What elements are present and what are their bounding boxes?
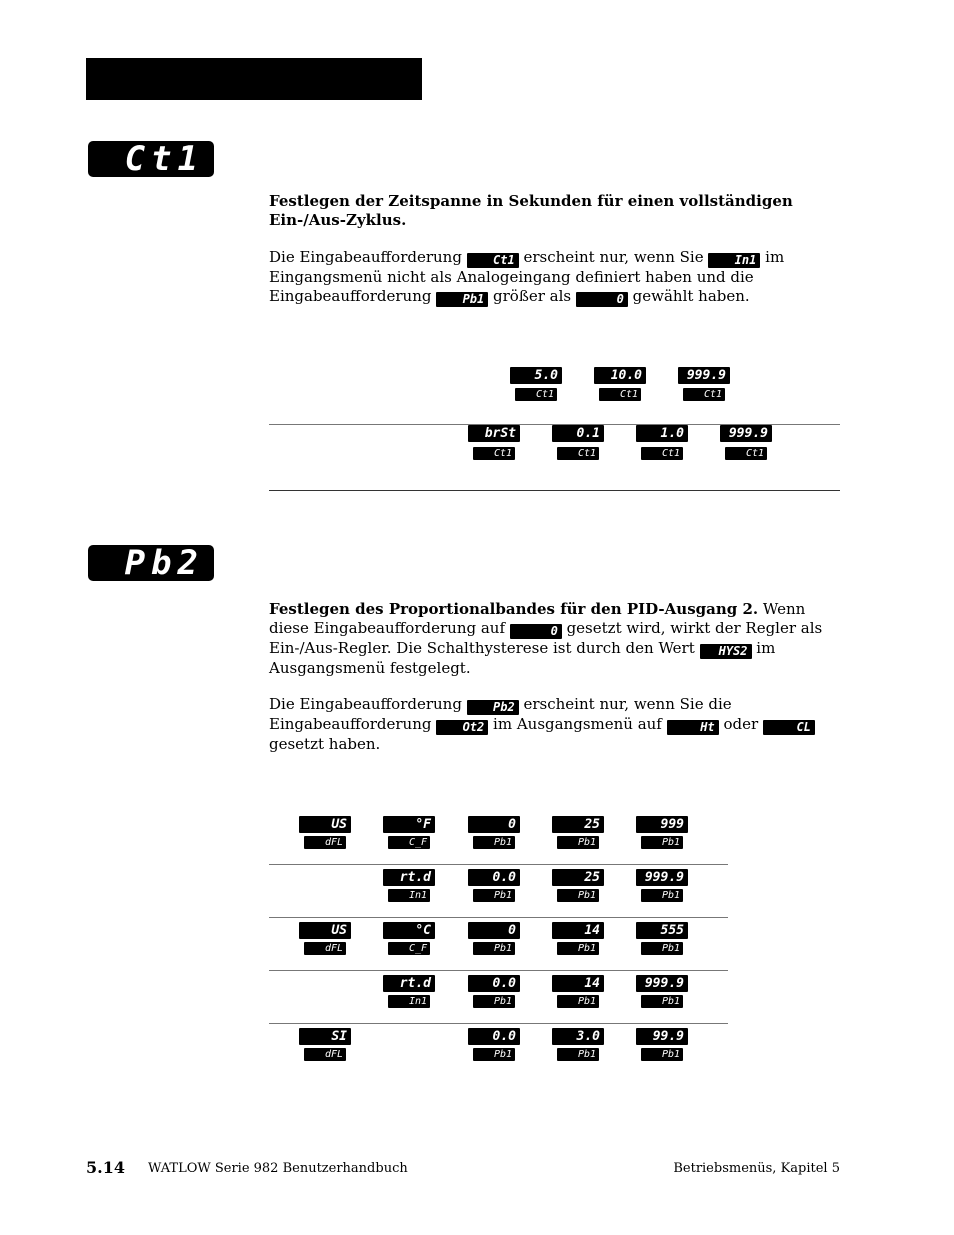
pb2-cell-value: 999.9 [636, 975, 688, 992]
chip-ht: Ht [667, 720, 719, 735]
pb2-cell-value: US [299, 816, 351, 833]
pb2-cell-label: C_F [388, 942, 430, 955]
pb2-cell-label: Pb1 [557, 942, 599, 955]
pb2-cell-value: rt.d [383, 869, 435, 886]
ct1-row2-lbl1: Ct1 [473, 447, 515, 460]
chip-in1: In1 [708, 253, 760, 268]
pb2-cell-value: °C [383, 922, 435, 939]
pb2-cell-value: 0 [468, 922, 520, 939]
ct1-row2-val2: 0.1 [552, 425, 604, 442]
pb2-row-divider [269, 864, 728, 865]
section-divider [269, 490, 840, 491]
pb2-condition: Die Eingabeaufforderung Pb2 erscheint nur, wenn Sie die Eingabeaufforderung Ot2 im Ausgangsmenü auf Ht oder CL gesetzt haben. [269, 695, 844, 754]
pb2-cell-label: dFL [304, 836, 346, 849]
pb2-cell-label: In1 [388, 889, 430, 902]
ct1-description: Die Eingabeaufforderung Ct1 erscheint nur, wenn Sie In1 im Eingangsmenü nicht als Analogeingang definiert haben und die Eingabeaufforderung Pb1 größer als 0 gewählt haben. [269, 248, 785, 306]
chip-cl: CL [763, 720, 815, 735]
pb2-cell-value: 14 [552, 975, 604, 992]
header-bar [86, 58, 422, 100]
ct1-description-bold: Festlegen der Zeitspanne in Sekunden für einen vollständigen Ein-/Aus-Zyklus. [269, 192, 793, 229]
pb2-cell-label: Pb1 [641, 836, 683, 849]
ct1-row2-val3: 1.0 [636, 425, 688, 442]
pb2-cell-label: C_F [388, 836, 430, 849]
pb2-cell-value: 25 [552, 816, 604, 833]
chapter-label: Betriebsmenüs, Kapitel 5 [673, 1161, 840, 1176]
manual-title: WATLOW Serie 982 Benutzerhandbuch [148, 1161, 408, 1176]
pb2-cell-label: Pb1 [557, 995, 599, 1008]
pb2-cell-label: Pb1 [473, 889, 515, 902]
pb2-cell-value: 0 [468, 816, 520, 833]
ct1-row2-val4: 999.9 [720, 425, 772, 442]
pb2-cell-label: Pb1 [557, 1048, 599, 1061]
pb2-cell-label: Pb1 [473, 836, 515, 849]
chip-zero: 0 [510, 624, 562, 639]
page-number: 5.14 [86, 1158, 125, 1177]
chip-ct1: Ct1 [467, 253, 519, 268]
pb2-row-divider [269, 970, 728, 971]
pb2-cell-value: 999.9 [636, 869, 688, 886]
pb2-description: Festlegen des Proportionalbandes für den PID-Ausgang 2. Wenn diese Eingabeaufforderung auf 0 gesetzt wird, wirkt der Regler als Ein-/Aus-Regler. Die Schalthysterese ist durch den Wert HYS2 im Ausgangsmenü festgelegt. [269, 600, 823, 677]
pb2-cell-label: Pb1 [641, 889, 683, 902]
ct1-display-badge: Ct1 [88, 141, 214, 177]
ct1-row2-lbl2: Ct1 [557, 447, 599, 460]
chip-pb2: Pb2 [467, 700, 519, 715]
pb2-cell-label: Pb1 [641, 995, 683, 1008]
pb2-row-divider [269, 1023, 728, 1024]
pb2-cell-label: dFL [304, 942, 346, 955]
pb2-cell-label: dFL [304, 1048, 346, 1061]
ct1-row2-val1: brSt [468, 425, 520, 442]
pb2-cell-label: Pb1 [557, 889, 599, 902]
ct1-row2-lbl3: Ct1 [641, 447, 683, 460]
chip-hys2: HYS2 [700, 644, 752, 659]
ct1-row1-val1: 5.0 [510, 367, 562, 384]
pb2-cell-value: 0.0 [468, 975, 520, 992]
pb2-cell-value: °F [383, 816, 435, 833]
ct1-row1-lbl3: Ct1 [683, 388, 725, 401]
ct1-row1-val2: 10.0 [594, 367, 646, 384]
pb2-row-divider [269, 917, 728, 918]
pb2-cell-value: US [299, 922, 351, 939]
pb2-display-badge: Pb2 [88, 545, 214, 581]
ct1-row1-lbl1: Ct1 [515, 388, 557, 401]
chip-zero: 0 [576, 292, 628, 307]
pb2-cell-value: 0.0 [468, 869, 520, 886]
pb2-cell-label: Pb1 [641, 942, 683, 955]
chip-pb1: Pb1 [436, 292, 488, 307]
pb2-cell-value: 555 [636, 922, 688, 939]
pb2-cell-label: Pb1 [641, 1048, 683, 1061]
pb2-cell-value: SI [299, 1028, 351, 1045]
ct1-row1-val3: 999.9 [678, 367, 730, 384]
pb2-cell-value: 25 [552, 869, 604, 886]
ct1-row1-lbl2: Ct1 [599, 388, 641, 401]
pb2-cell-label: Pb1 [557, 836, 599, 849]
pb2-cell-value: 999 [636, 816, 688, 833]
pb2-cell-value: 14 [552, 922, 604, 939]
pb2-cell-label: Pb1 [473, 942, 515, 955]
pb2-cell-value: 0.0 [468, 1028, 520, 1045]
pb2-cell-label: Pb1 [473, 1048, 515, 1061]
pb2-cell-label: In1 [388, 995, 430, 1008]
pb2-cell-value: 3.0 [552, 1028, 604, 1045]
ct1-row2-lbl4: Ct1 [725, 447, 767, 460]
pb2-cell-label: Pb1 [473, 995, 515, 1008]
chip-ot2: Ot2 [436, 720, 488, 735]
pb2-cell-value: 99.9 [636, 1028, 688, 1045]
pb2-cell-value: rt.d [383, 975, 435, 992]
